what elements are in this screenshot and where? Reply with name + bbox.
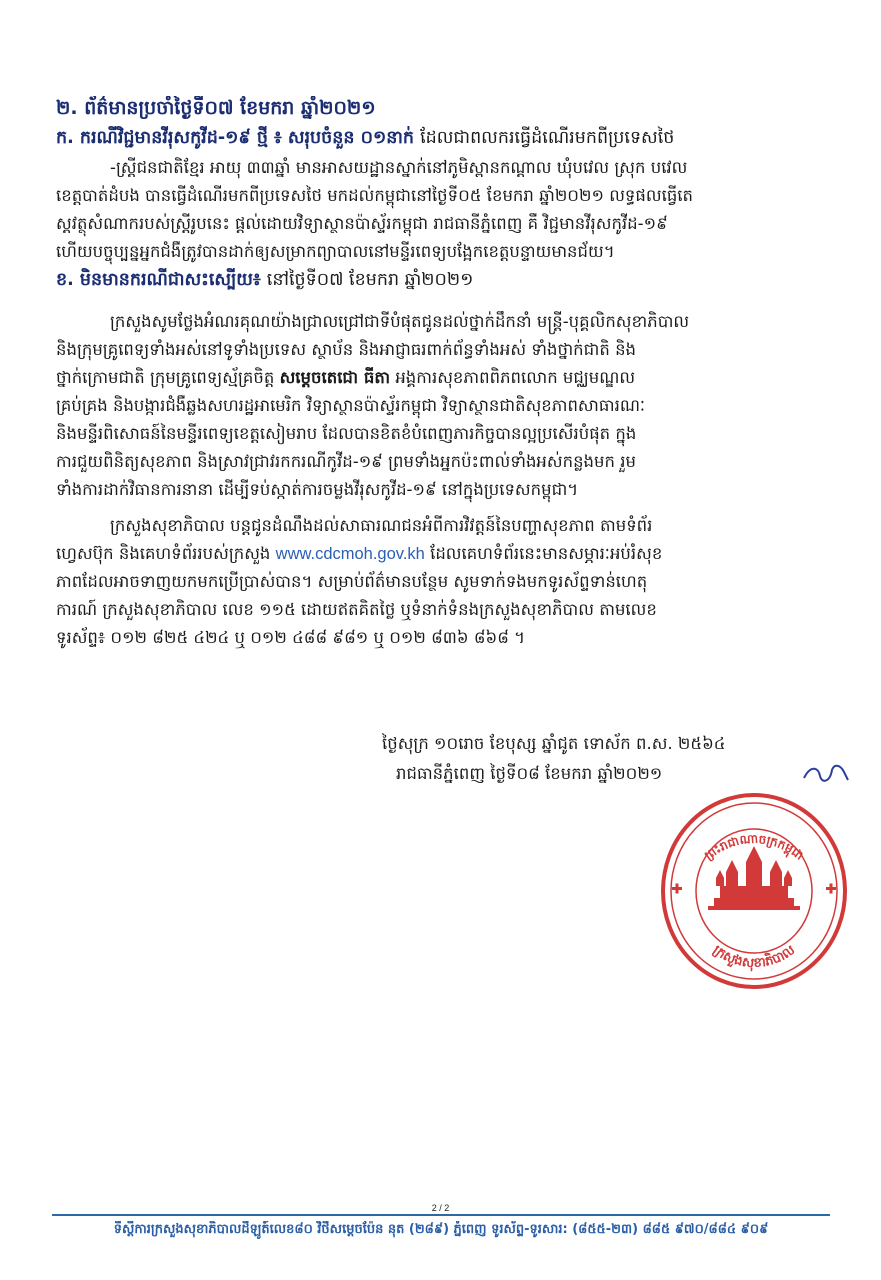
temple-emblem-icon: [708, 846, 800, 910]
thanks-line-3-after: អង្គការសុខភាពពិភពលោក មជ្ឈមណ្ឌល: [395, 368, 636, 387]
footer-divider: [52, 1214, 830, 1216]
thanks-line-1: ក្រសួងសូមថ្លែងអំណរគុណយ៉ាងជ្រាលជ្រៅជាទីបំផុតជូនដល់ថ្នាក់ដឹកនាំ មន្ត្រី-បុគ្គលិកសុខាភិបាល: [110, 312, 690, 331]
thanks-line-5: និងមន្ទីរពិសោធន៍នៃមន្ទីរពេទ្យខេត្តសៀមរាប ដែលបានខិតខំបំពេញភារកិច្ចបានល្អប្រសើរបំផុត ក្នុង: [56, 424, 637, 443]
new-case-label: ក. ករណីវិជ្ជមានវីរុសកូវីដ-១៩ ថ្មី ៖ សរុបចំនួន ០១នាក់: [56, 128, 414, 148]
thanks-line-4: គ្រប់គ្រង និងបង្ការជំងឺឆ្លងសហរដ្ឋអាមេរិក វិទ្យាស្ថានប៉ាស្ទ័រកម្ពុជា វិទ្យាស្ថានជាតិសុខភាពសាធារណៈ: [56, 396, 646, 415]
info-line-4: ការណ៍ ក្រសួងសុខាភិបាល លេខ ១១៥ ដោយឥតគិតថ្លៃ ឬទំនាក់ទំនងក្រសួងសុខាភិបាល តាមលេខ: [56, 600, 657, 619]
info-line-5: ទូរស័ព្ទ៖ ០១២ ៨២៥ ៤២៤ ឬ ០១២ ៤៨៨ ៩៨១ ឬ ០១២ ៨៣៦ ៨៦៨ ។: [56, 628, 525, 647]
thanks-line-3-before: ថ្នាក់ក្រោមជាតិ ក្រុមគ្រូពេទ្យស្ម័គ្រចិត្ត: [56, 368, 275, 387]
ministry-seal: [658, 790, 850, 992]
info-line-2-after: ដែលគេហទំព័រនេះមានសម្ភារៈអប់រំសុខ: [430, 544, 663, 563]
case-line-4: ហើយបច្ចុប្បន្នអ្នកជំងឺត្រូវបានដាក់ឲ្យសម្រាកព្យាបាលនៅមន្ទីរពេទ្យបង្អែកខេត្តបន្ទាយមានជ័យ។: [56, 242, 615, 261]
case-line-3: ស្តវត្ថុសំណាករបស់ស្ត្រីរូបនេះ ផ្តល់ដោយវិទ្យាស្ថានប៉ាស្ទ័រកម្ពុជា រាជធានីភ្នំពេញ គឺ វិជ្ជមានវីរុសកូវីដ-១៩: [56, 214, 668, 233]
info-line-2: [56, 543, 834, 567]
website-link[interactable]: www.cdcmoh.gov.kh: [275, 545, 425, 563]
signature-mark: [800, 760, 852, 788]
place-date: រាជធានីភ្នំពេញ ថ្ងៃទី០៨ ខែមករា ឆ្នាំ២០២១: [396, 764, 663, 783]
recovery-tail: នៅថ្ងៃទី០៧ ខែមករា ឆ្នាំ២០២១: [266, 270, 474, 290]
section-heading: ២. ព័ត៌មានប្រចាំថ្ងៃទី០៧ ខែមករា ឆ្នាំ២០២១: [56, 97, 376, 119]
svg-text:ក្រសួងសុខាភិបាល: [710, 942, 799, 972]
case-line-2: ខេត្តបាត់ដំបង បានធ្វើដំណើរមកពីប្រទេសថៃ មកដល់កម្ពុជានៅថ្ងៃទី០៥ ខែមករា ឆ្នាំ២០២១ លទ្ធផលធ្វើតេ: [56, 186, 693, 205]
case-line-1: -ស្ត្រីជនជាតិខ្មែរ អាយុ ៣៣ឆ្នាំ មានអាសយដ្ឋានស្នាក់នៅភូមិស្ពានកណ្តាល ឃុំបវេល ស្រុក បវេល: [110, 158, 688, 177]
recovery-heading: [56, 268, 846, 294]
thanks-line-6: ការជួយពិនិត្យសុខភាព និងស្រាវជ្រាវរកករណីកូវីដ-១៩ ព្រមទាំងអ្នកប៉ះពាល់ទាំងអស់កន្លងមក រួម: [56, 452, 636, 471]
info-line-2-before: ហ្វេសប៊ុក និងគេហទំព័ររបស់ក្រសួង: [56, 544, 271, 563]
new-case-tail: ដែលជាពលករធ្វើដំណើរមកពីប្រទេសថៃ: [420, 128, 675, 148]
seal-text-bottom: ក្រសួងសុខាភិបាល: [709, 942, 799, 972]
seal-text-top: ព្រះរាជាណាចក្រកម្ពុជា: [701, 831, 807, 863]
info-line-3: ភាពដែលអាចទាញយកមកប្រើប្រាស់បាន។ សម្រាប់ព័ត៌មានបន្ថែម សូមទាក់ទងមកទូរស័ព្ទទាន់ហេតុ: [56, 572, 648, 591]
lunar-date: ថ្ងៃសុក្រ ១០រោច ខែបុស្ស ឆ្នាំជូត ទោស័ក ព.ស. ២៥៦៤: [382, 734, 726, 753]
recovery-label: ខ. មិនមានករណីជាសះស្បើយ៖: [56, 270, 261, 290]
footer-address: ទីស្តីការក្រសួងសុខាភិបាលដីឡូត៍លេខ៨០ វិថីសម្តេចប៉ែន នុត (២៨៩) ភ្នំពេញ ទូរស័ព្ទ-ទូរសារ: (៨៥៥-២៣) ៨៨៥ ៩៧០/៨៨៤ ៩០៩: [113, 1222, 769, 1237]
thanks-line-2: និងក្រុមគ្រូពេទ្យទាំងអស់នៅទូទាំងប្រទេស ស្ថាប័ន និងអាជ្ញាធរពាក់ព័ន្ធទាំងអស់ ទាំងថ្នាក់ជាតិ និង: [56, 340, 637, 359]
info-line-1: ក្រសួងសុខាភិបាល បន្តជូនដំណឹងដល់សាធារណជនអំពីការវិវត្តន៍នៃបញ្ហាសុខភាព តាមទំព័រ: [110, 516, 653, 535]
page-number: 2 / 2: [431, 1203, 450, 1213]
new-case-heading: [56, 126, 846, 152]
thanks-line-7: ទាំងការដាក់វិធានការនានា ដើម្បីទប់ស្កាត់ការចម្លងវីរុសកូវីដ-១៩ នៅក្នុងប្រទេសកម្ពុជា។: [56, 480, 579, 499]
volunteer-group-name: សម្តេចតេជោ ធីតា: [279, 368, 391, 387]
thanks-line-3: [56, 367, 834, 391]
